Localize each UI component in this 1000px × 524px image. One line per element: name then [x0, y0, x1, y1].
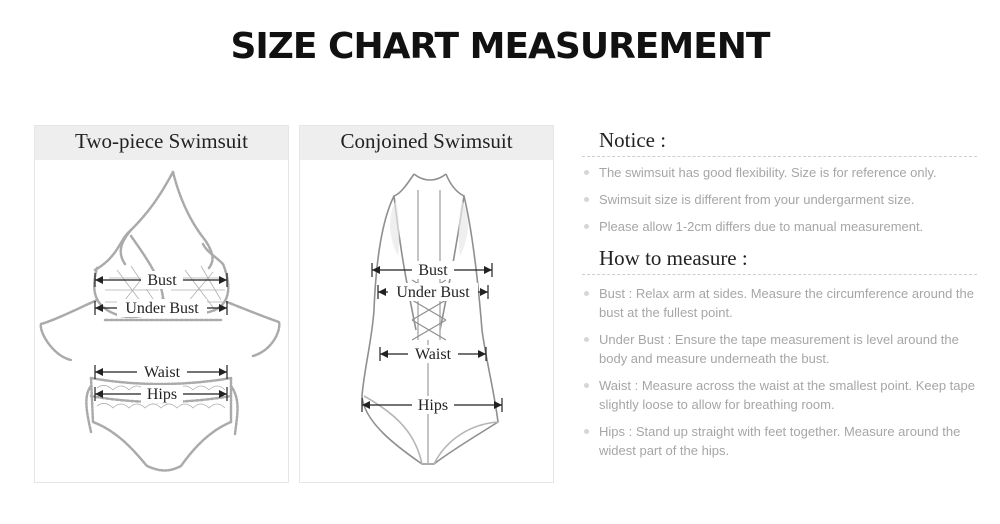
conjoined-hips-label: Hips	[417, 397, 449, 414]
notice-item: Please allow 1-2cm differs due to manual measurement.	[582, 217, 977, 236]
notes-column	[582, 128, 977, 468]
conjoined-waist-label: Waist	[414, 346, 452, 363]
conjoined-panel-title: Conjoined Swimsuit	[300, 126, 553, 160]
conjoined-bust-measure	[372, 261, 492, 279]
two-piece-under-bust-label: Under Bust	[125, 300, 199, 317]
two-piece-waist-measure	[95, 363, 227, 381]
how-to-measure-item: Waist : Measure across the waist at the smallest point. Keep tape slightly loose to allow for breathing room.	[582, 376, 977, 414]
conjoined-under-bust-measure	[378, 283, 488, 301]
notice-list	[582, 163, 977, 236]
notice-item: The swimsuit has good flexibility. Size is for reference only.	[582, 163, 977, 182]
bikini-top-illustration	[41, 172, 279, 360]
how-to-measure-list	[582, 284, 977, 460]
notice-item: Swimsuit size is different from your undergarment size.	[582, 190, 977, 209]
two-piece-panel	[34, 125, 289, 483]
notice-title: Notice :	[582, 128, 977, 157]
conjoined-panel	[299, 125, 554, 483]
conjoined-bust-label: Bust	[418, 262, 448, 279]
two-piece-hips-label: Hips	[146, 386, 178, 403]
how-to-measure-item: Under Bust : Ensure the tape measurement is level around the body and measure underneath the bust.	[582, 330, 977, 368]
conjoined-waist-measure	[380, 345, 486, 363]
how-to-measure-item: Hips : Stand up straight with feet together. Measure around the widest part of the hips.	[582, 422, 977, 460]
one-piece-illustration	[362, 174, 498, 464]
two-piece-panel-title: Two-piece Swimsuit	[35, 126, 288, 160]
two-piece-diagram	[35, 160, 288, 482]
page-title: SIZE CHART MEASUREMENT	[230, 26, 770, 67]
how-to-measure-title: How to measure :	[582, 246, 977, 275]
conjoined-under-bust-label: Under Bust	[396, 284, 470, 301]
two-piece-waist-label: Waist	[143, 364, 181, 381]
conjoined-diagram	[300, 160, 553, 482]
conjoined-hips-measure	[362, 396, 502, 414]
how-to-measure-item: Bust : Relax arm at sides. Measure the circumference around the bust at the fullest point.	[582, 284, 977, 322]
two-piece-bust-measure	[95, 271, 227, 289]
two-piece-bust-label: Bust	[147, 272, 177, 289]
